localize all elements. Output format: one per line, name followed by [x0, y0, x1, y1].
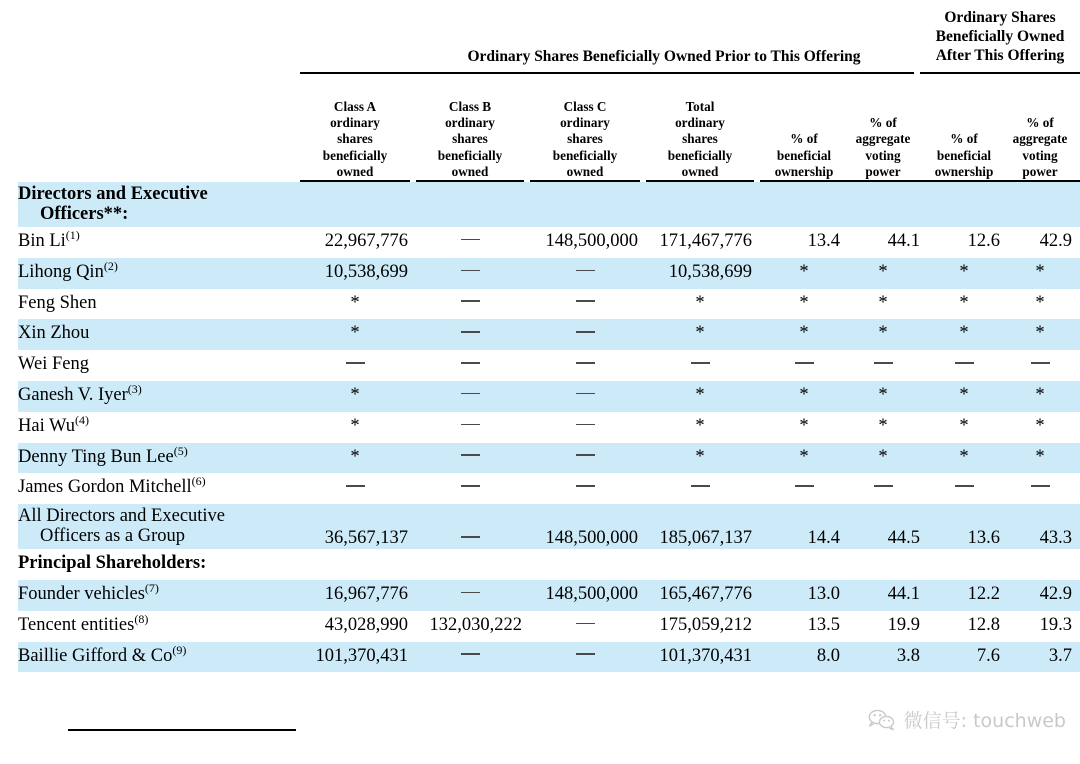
table-cell-pct_vote_after: [1000, 323, 1080, 343]
col-head-line: Class C: [563, 98, 607, 114]
table-cell-class_b: [416, 528, 524, 548]
em-dash-placeholder: [576, 270, 595, 272]
row-label: [18, 258, 303, 282]
col-head-line: ordinary: [330, 115, 380, 131]
em-dash-placeholder: [346, 362, 365, 364]
table-cell-pct_vote_prior: 44.5: [887, 528, 920, 549]
table-cell-class_c: 148,500,000: [545, 528, 638, 549]
table-cell-class_c: 148,500,000: [545, 231, 638, 251]
table-cell-class_a: [300, 477, 410, 497]
row-label-text: Directors and Executive: [18, 184, 208, 204]
table-cell-pct_ben_prior: [760, 293, 848, 313]
footnote-marker: (7): [144, 580, 159, 595]
table-cell-pct_ben_prior: [760, 447, 848, 467]
asterisk-marker: *: [878, 384, 888, 405]
table-cell-class_a: 36,567,137: [324, 528, 408, 549]
table-cell-pct_vote_after: 42.9: [1039, 231, 1072, 251]
row-label-text: Xin Zhou: [18, 323, 90, 344]
row-label-text: Wei Feng: [18, 354, 89, 375]
col-head-line: % of: [1026, 115, 1054, 131]
table-cell-class_c: [530, 354, 640, 374]
table-cell-total: [646, 416, 754, 436]
col-head-line: ordinary: [560, 115, 610, 131]
em-dash-placeholder: [461, 424, 480, 426]
table-cell-pct_vote_prior: 3.8: [896, 645, 920, 666]
group-header-after-line-1: Ordinary Shares: [944, 9, 1056, 26]
col-head-line: beneficial: [776, 147, 832, 163]
table-cell-pct_ben_after: [920, 354, 1008, 374]
table-cell-pct_vote_after: [1000, 354, 1080, 374]
table-cell-pct_vote_after: 19.3: [1039, 614, 1072, 635]
row-label: [18, 642, 303, 666]
row-label-text: Founder vehicles: [18, 583, 145, 604]
asterisk-marker: *: [799, 292, 809, 313]
em-dash-placeholder: [461, 362, 480, 364]
col-head-line: Class A: [333, 98, 377, 114]
footnote-marker: (2): [103, 258, 118, 273]
em-dash-placeholder: [955, 362, 974, 364]
table-cell-pct_vote_prior: [838, 385, 928, 405]
group-header-after-offering: [920, 8, 1080, 65]
column-header-class-a: [300, 80, 410, 180]
wechat-icon: [867, 708, 897, 732]
table-cell-pct_vote_prior: [838, 262, 928, 282]
watermark-text: 微信号: touchweb: [903, 710, 1066, 732]
asterisk-marker: *: [878, 292, 888, 313]
table-cell-pct_ben_prior: 13.4: [807, 231, 840, 251]
table-cell-total: [646, 385, 754, 405]
table-cell-class_b: [416, 262, 524, 282]
row-label-text-line2: Officers as a Group: [40, 526, 186, 547]
table-header: [0, 0, 1080, 182]
row-label: [18, 381, 303, 405]
table-cell-class_a: 16,967,776: [324, 583, 408, 604]
asterisk-marker: *: [959, 415, 969, 436]
table-cell-pct_ben_after: [920, 293, 1008, 313]
row-label-text: Denny Ting Bun Lee: [18, 446, 174, 467]
asterisk-marker: *: [350, 446, 360, 467]
em-dash-placeholder: [576, 362, 595, 364]
table-cell-pct_ben_prior: 13.0: [807, 583, 840, 604]
table-cell-pct_vote_after: [1000, 477, 1080, 497]
table-cell-total: 101,370,431: [659, 645, 752, 666]
row-label: [18, 611, 303, 635]
table-cell-pct_ben_after: [920, 323, 1008, 343]
table-cell-pct_vote_prior: 44.1: [887, 583, 920, 604]
table-cell-class_a: [300, 354, 410, 374]
row-label-text: Principal Shareholders:: [18, 553, 207, 574]
table-cell-pct_vote_prior: [838, 447, 928, 467]
table-cell-total: [646, 293, 754, 313]
asterisk-marker: *: [695, 323, 705, 344]
col-head-line: beneficially: [667, 147, 733, 163]
table-cell-total: [646, 354, 754, 374]
table-cell-class_b: 132,030,222: [429, 614, 522, 635]
em-dash-placeholder: [576, 393, 595, 395]
col-head-line: Total: [685, 98, 715, 114]
em-dash-placeholder: [795, 485, 814, 487]
rule-group-prior: [300, 72, 914, 74]
table-row: [0, 412, 1080, 443]
table-cell-class_c: [530, 293, 640, 313]
em-dash-placeholder: [461, 331, 480, 333]
footnote-marker: (8): [134, 611, 149, 626]
table-row: [0, 611, 1080, 642]
table-cell-class_b: [416, 477, 524, 497]
column-header-pct-beneficial-prior: [760, 80, 848, 180]
col-head-line: owned: [681, 163, 719, 179]
asterisk-marker: *: [878, 261, 888, 282]
footnote-marker: (6): [191, 474, 206, 489]
col-head-line: Class B: [448, 98, 492, 114]
asterisk-marker: *: [1035, 384, 1045, 405]
footnote-marker: (3): [127, 381, 142, 396]
col-head-line: power: [865, 163, 901, 179]
row-label: [18, 506, 303, 546]
row-label: [18, 580, 303, 604]
em-dash-placeholder: [461, 485, 480, 487]
table-cell-class_b: [416, 584, 524, 604]
table-cell-pct_ben_prior: [760, 416, 848, 436]
col-head-line: power: [1022, 163, 1058, 179]
row-label: [18, 354, 303, 374]
asterisk-marker: *: [695, 446, 705, 467]
asterisk-marker: *: [799, 446, 809, 467]
table-cell-class_b: [416, 293, 524, 313]
table-row: [0, 350, 1080, 381]
table-cell-pct_vote_after: 3.7: [1048, 645, 1072, 666]
asterisk-marker: *: [1035, 323, 1045, 344]
footnote-separator-rule: [68, 729, 296, 731]
table-cell-pct_vote_after: [1000, 385, 1080, 405]
em-dash-placeholder: [461, 300, 480, 302]
table-row: [0, 381, 1080, 412]
row-label-text-line2: Officers**:: [40, 204, 129, 224]
col-head-line: ownership: [934, 163, 994, 179]
table-row: [0, 227, 1080, 258]
col-head-line: owned: [566, 163, 604, 179]
watermark: [867, 706, 1066, 733]
col-head-line: % of: [790, 131, 818, 147]
table-cell-total: [646, 447, 754, 467]
row-label: [18, 474, 303, 498]
table-row: [0, 319, 1080, 350]
asterisk-marker: *: [350, 384, 360, 405]
table-cell-class_b: [416, 447, 524, 467]
column-header-pct-voting-prior: [838, 80, 928, 180]
column-header-pct-voting-after: [1000, 80, 1080, 180]
row-label-text: Lihong Qin: [18, 261, 104, 282]
asterisk-marker: *: [959, 384, 969, 405]
asterisk-marker: *: [799, 261, 809, 282]
table-cell-class_a: 43,028,990: [324, 614, 408, 635]
table-cell-pct_vote_prior: [838, 416, 928, 436]
table-cell-pct_ben_prior: 14.4: [807, 528, 840, 549]
col-head-line: ordinary: [445, 115, 495, 131]
footnote-marker: (4): [74, 412, 89, 427]
table-row: [0, 473, 1080, 504]
col-head-line: shares: [682, 131, 718, 147]
table-cell-pct_ben_after: [920, 385, 1008, 405]
col-head-line: beneficially: [552, 147, 618, 163]
row-label-text: Tencent entities: [18, 614, 135, 635]
col-head-line: aggregate: [1012, 131, 1068, 147]
table-cell-total: [646, 477, 754, 497]
asterisk-marker: *: [695, 415, 705, 436]
table-cell-class_a: 10,538,699: [324, 261, 408, 282]
col-head-line: shares: [337, 131, 373, 147]
table-cell-pct_vote_prior: [838, 477, 928, 497]
table-cell-class_c: [530, 262, 640, 282]
row-label: [18, 323, 303, 343]
table-cell-pct_vote_prior: [838, 354, 928, 374]
table-cell-pct_vote_prior: [838, 293, 928, 313]
table-cell-pct_ben_after: 13.6: [967, 528, 1000, 549]
asterisk-marker: *: [959, 446, 969, 467]
col-head-line: ownership: [774, 163, 834, 179]
asterisk-marker: *: [350, 323, 360, 344]
table-row: [0, 642, 1080, 673]
table-cell-pct_ben_prior: [760, 262, 848, 282]
footnote-marker: (9): [172, 642, 187, 657]
table-cell-pct_ben_prior: [760, 354, 848, 374]
asterisk-marker: *: [695, 384, 705, 405]
table-cell-total: 165,467,776: [659, 583, 752, 604]
table-row: [0, 580, 1080, 611]
asterisk-marker: *: [959, 261, 969, 282]
table-body: [0, 182, 1080, 672]
em-dash-placeholder: [576, 653, 595, 655]
asterisk-marker: *: [878, 415, 888, 436]
table-cell-pct_ben_after: 12.6: [967, 231, 1000, 251]
table-cell-total: 185,067,137: [659, 528, 752, 549]
table-cell-pct_ben_after: [920, 477, 1008, 497]
table-row: [0, 549, 1080, 580]
em-dash-placeholder: [576, 300, 595, 302]
row-label-text: Hai Wu: [18, 415, 75, 436]
table-cell-pct_vote_after: [1000, 262, 1080, 282]
table-cell-class_b: [416, 354, 524, 374]
table-cell-class_a: [300, 323, 410, 343]
row-label-text: Baillie Gifford & Co: [18, 645, 173, 666]
table-cell-pct_ben_after: [920, 416, 1008, 436]
table-cell-pct_ben_prior: 13.5: [807, 614, 840, 635]
table-cell-pct_vote_after: 43.3: [1039, 528, 1072, 549]
asterisk-marker: *: [1035, 292, 1045, 313]
em-dash-placeholder: [461, 653, 480, 655]
table-cell-pct_ben_prior: [760, 323, 848, 343]
em-dash-placeholder: [691, 362, 710, 364]
table-cell-class_c: [530, 385, 640, 405]
asterisk-marker: *: [695, 292, 705, 313]
asterisk-marker: *: [350, 292, 360, 313]
em-dash-placeholder: [461, 536, 480, 538]
table-cell-pct_ben_prior: 8.0: [816, 645, 840, 666]
col-head-line: beneficially: [322, 147, 388, 163]
table-cell-class_c: [530, 447, 640, 467]
table-cell-pct_ben_after: 7.6: [976, 645, 1000, 666]
asterisk-marker: *: [959, 292, 969, 313]
table-cell-class_b: [416, 416, 524, 436]
table-cell-class_b: [416, 385, 524, 405]
table-row: [0, 443, 1080, 474]
col-head-line: voting: [865, 147, 901, 163]
row-label-text: Bin Li: [18, 231, 66, 251]
em-dash-placeholder: [461, 239, 480, 241]
table-cell-pct_ben_prior: [760, 477, 848, 497]
em-dash-placeholder: [461, 270, 480, 272]
asterisk-marker: *: [1035, 415, 1045, 436]
col-head-line: beneficial: [936, 147, 992, 163]
em-dash-placeholder: [1031, 362, 1050, 364]
table-cell-class_a: [300, 416, 410, 436]
row-label-text: Feng Shen: [18, 292, 97, 313]
em-dash-placeholder: [1031, 485, 1050, 487]
em-dash-placeholder: [576, 331, 595, 333]
table-row: [0, 504, 1080, 549]
asterisk-marker: *: [1035, 446, 1045, 467]
em-dash-placeholder: [461, 454, 480, 456]
table-row: [0, 258, 1080, 289]
em-dash-placeholder: [576, 454, 595, 456]
table-cell-pct_vote_prior: 19.9: [887, 614, 920, 635]
group-header-prior-offering: Ordinary Shares Beneficially Owned Prior to This Offering: [467, 48, 861, 65]
table-cell-class_b: [416, 323, 524, 343]
rule-group-after: [920, 72, 1080, 74]
table-cell-total: 175,059,212: [659, 614, 752, 635]
col-head-line: ordinary: [675, 115, 725, 131]
col-head-line: beneficially: [437, 147, 503, 163]
table-row: [0, 182, 1080, 227]
em-dash-placeholder: [346, 485, 365, 487]
col-head-line: % of: [869, 115, 897, 131]
table-cell-total: 171,467,776: [659, 231, 752, 251]
column-header-class-b: [416, 80, 524, 180]
row-label: [18, 227, 303, 251]
table-cell-pct_vote_prior: 44.1: [887, 231, 920, 251]
asterisk-marker: *: [350, 415, 360, 436]
table-cell-pct_ben_prior: [760, 385, 848, 405]
em-dash-placeholder: [461, 393, 480, 395]
group-header-after-line-3: After This Offering: [935, 47, 1065, 64]
asterisk-marker: *: [1035, 261, 1045, 282]
table-cell-class_b: [416, 646, 524, 666]
col-head-line: % of: [950, 131, 978, 147]
em-dash-placeholder: [576, 424, 595, 426]
em-dash-placeholder: [576, 485, 595, 487]
table-cell-pct_vote_prior: [838, 323, 928, 343]
table-cell-class_c: [530, 615, 640, 635]
em-dash-placeholder: [576, 623, 595, 625]
table-cell-class_a: [300, 385, 410, 405]
row-label: [18, 443, 303, 467]
col-head-line: shares: [567, 131, 603, 147]
footnote-marker: (1): [65, 227, 80, 242]
row-label: [18, 184, 303, 224]
table-cell-class_a: 101,370,431: [315, 645, 408, 666]
row-label: [18, 412, 303, 436]
table-cell-pct_ben_after: [920, 447, 1008, 467]
em-dash-placeholder: [874, 362, 893, 364]
column-header-pct-beneficial-after: [920, 80, 1008, 180]
em-dash-placeholder: [461, 592, 480, 594]
table-cell-class_a: [300, 447, 410, 467]
table-cell-class_c: [530, 323, 640, 343]
table-cell-pct_vote_after: [1000, 447, 1080, 467]
col-head-line: voting: [1022, 147, 1058, 163]
asterisk-marker: *: [799, 323, 809, 344]
table-cell-pct_vote_after: [1000, 416, 1080, 436]
table-cell-total: [646, 323, 754, 343]
row-label-text: James Gordon Mitchell: [18, 477, 192, 498]
row-label-text: All Directors and Executive: [18, 506, 226, 527]
em-dash-placeholder: [955, 485, 974, 487]
asterisk-marker: *: [799, 384, 809, 405]
table-cell-pct_vote_after: 42.9: [1039, 583, 1072, 604]
footnote-marker: (5): [173, 443, 188, 458]
asterisk-marker: *: [878, 323, 888, 344]
column-header-total: [646, 80, 754, 180]
col-head-line: owned: [336, 163, 374, 179]
table-cell-class_c: [530, 416, 640, 436]
table-cell-total: 10,538,699: [668, 261, 752, 282]
table-row: [0, 289, 1080, 320]
table-cell-class_c: 148,500,000: [545, 583, 638, 604]
column-header-class-c: [530, 80, 640, 180]
table-cell-class_c: [530, 477, 640, 497]
asterisk-marker: *: [878, 446, 888, 467]
asterisk-marker: *: [799, 415, 809, 436]
col-head-line: aggregate: [855, 131, 911, 147]
row-label-text: Ganesh V. Iyer: [18, 384, 128, 405]
em-dash-placeholder: [691, 485, 710, 487]
table-cell-class_a: [300, 293, 410, 313]
table-cell-pct_vote_after: [1000, 293, 1080, 313]
table-cell-class_b: [416, 231, 524, 251]
group-header-after-line-2: Beneficially Owned: [935, 28, 1065, 45]
asterisk-marker: *: [959, 323, 969, 344]
em-dash-placeholder: [874, 485, 893, 487]
table-cell-pct_ben_after: 12.2: [967, 583, 1000, 604]
table-cell-class_c: [530, 646, 640, 666]
row-label: [18, 293, 303, 313]
col-head-line: owned: [451, 163, 489, 179]
row-label: [18, 553, 303, 573]
table-cell-pct_ben_after: [920, 262, 1008, 282]
table-cell-pct_ben_after: 12.8: [967, 614, 1000, 635]
em-dash-placeholder: [795, 362, 814, 364]
col-head-line: shares: [452, 131, 488, 147]
table-cell-class_a: 22,967,776: [324, 231, 408, 251]
